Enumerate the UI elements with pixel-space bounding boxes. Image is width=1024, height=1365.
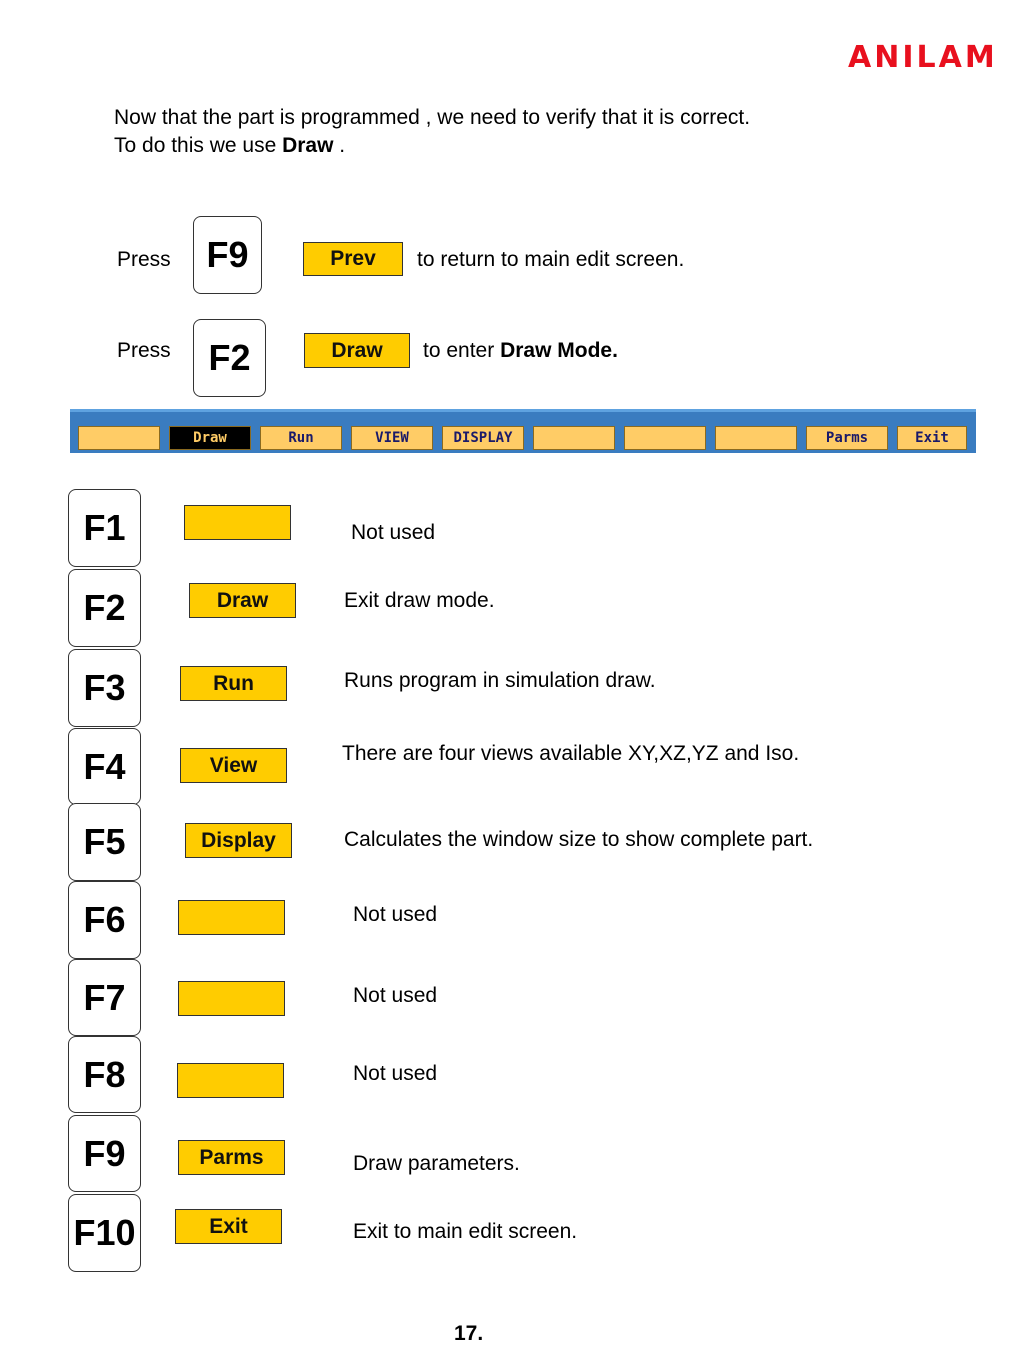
bar-softkey-display[interactable]: DISPLAY (442, 426, 524, 450)
bar-softkey-run[interactable]: Run (260, 426, 342, 450)
softkey-f5[interactable]: Display (185, 823, 292, 858)
desc-f4: There are four views available XY,XZ,YZ and Iso. (342, 742, 800, 765)
intro-line-1: Now that the part is programmed , we need to verify that it is correct. (114, 106, 751, 129)
softkey-bar (70, 409, 976, 453)
bar-softkey-exit[interactable]: Exit (897, 426, 967, 450)
bar-softkey-7[interactable] (624, 426, 706, 450)
softkey-f3[interactable]: Run (180, 666, 287, 701)
softkey-f2[interactable]: Draw (189, 583, 296, 618)
desc-f2: Exit draw mode. (344, 589, 495, 612)
desc-f8: Not used (353, 1062, 438, 1085)
key-f2[interactable]: F2 (68, 569, 141, 647)
softkey-f8[interactable] (177, 1063, 284, 1098)
desc-f7: Not used (353, 984, 438, 1007)
bar-softkey-view[interactable]: VIEW (351, 426, 433, 450)
prev-softkey[interactable]: Prev (303, 242, 403, 276)
press-label: Press (117, 339, 171, 362)
page-number: 17. (454, 1322, 484, 1345)
key-f9[interactable]: F9 (193, 216, 262, 294)
desc-f1: Not used (351, 521, 436, 544)
key-f8[interactable]: F8 (68, 1036, 141, 1113)
draw-softkey[interactable]: Draw (304, 333, 410, 368)
softkey-f9[interactable]: Parms (178, 1140, 285, 1175)
step-1-text: to return to main edit screen. (417, 248, 685, 271)
softkey-f10[interactable]: Exit (175, 1209, 282, 1244)
key-f5[interactable]: F5 (68, 803, 141, 881)
bar-softkey-6[interactable] (533, 426, 615, 450)
softkey-f1[interactable] (184, 505, 291, 540)
anilam-logo: ANILAM (848, 40, 998, 75)
desc-f9: Draw parameters. (353, 1152, 520, 1175)
intro-draw-bold: Draw (282, 134, 334, 157)
bar-softkey-draw[interactable]: Draw (169, 426, 251, 450)
desc-f10: Exit to main edit screen. (353, 1220, 578, 1243)
desc-f6: Not used (353, 903, 438, 926)
key-f2[interactable]: F2 (193, 319, 266, 397)
key-f9[interactable]: F9 (68, 1115, 141, 1192)
bar-softkey-1[interactable] (78, 426, 160, 450)
intro-text (114, 104, 750, 160)
softkey-f6[interactable] (178, 900, 285, 935)
softkey-f7[interactable] (178, 981, 285, 1016)
intro-line-2: To do this we use Draw . (114, 134, 346, 157)
press-label: Press (117, 248, 171, 271)
desc-f5: Calculates the window size to show complete part. (344, 828, 814, 851)
key-f3[interactable]: F3 (68, 649, 141, 727)
key-f6[interactable]: F6 (68, 881, 141, 959)
draw-mode-bold: Draw Mode. (500, 339, 618, 362)
softkey-f4[interactable]: View (180, 748, 287, 783)
bar-softkey-parms[interactable]: Parms (806, 426, 888, 450)
key-f1[interactable]: F1 (68, 489, 141, 567)
bar-softkey-8[interactable] (715, 426, 797, 450)
desc-f3: Runs program in simulation draw. (344, 669, 656, 692)
key-f7[interactable]: F7 (68, 959, 141, 1036)
step-2-text: to enter Draw Mode. (423, 339, 618, 362)
key-f10[interactable]: F10 (68, 1194, 141, 1272)
key-f4[interactable]: F4 (68, 728, 141, 805)
